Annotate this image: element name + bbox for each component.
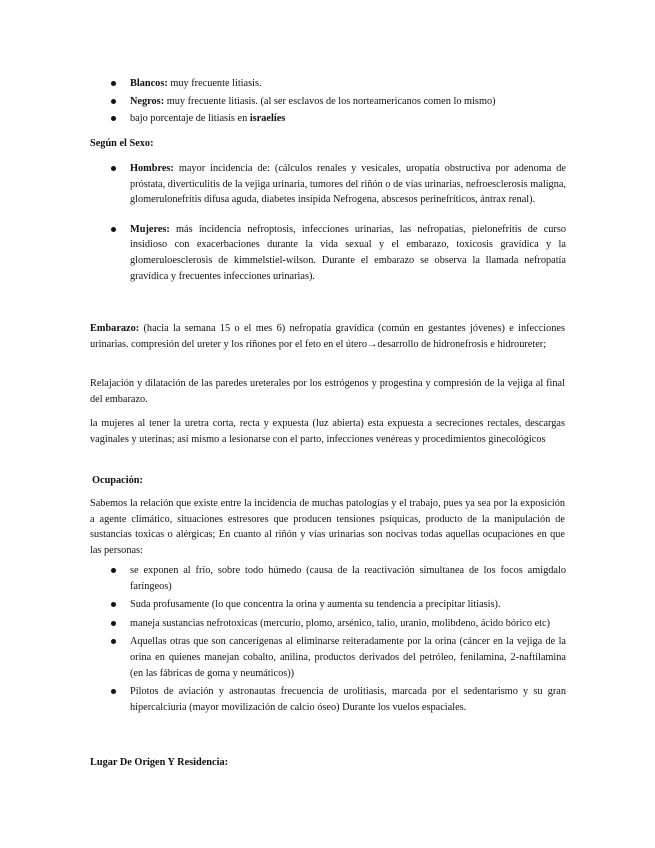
list-item: Aquellas otras que son cancerígenas al eliminarse reiteradamente por la orina (cáncer en la vejiga de la orina en quienes manejan cobalto, anilina, productos derivados del petróleo, fenilamina, 2-naftilamina (en las fábricas de goma y neumáticos)) [111,634,566,681]
bullet-icon [111,116,116,121]
list-item: Hombres: mayor incidencia de: (cálculos renales y vesicales, uropatía obstructiva por adenoma de próstata, diverticulitis de la vejiga urinaria, tumores del riñón o de vías urinarias, nefroesclerosis maligna, glomerulonefritis difusa aguda, diabetes insípida Nefrogena, abscesos perinefríticos, ántrax renal). [111,161,566,208]
bullet-icon [111,689,116,694]
list-item: bajo porcentaje de litiasis en israelíes [111,111,566,127]
occupation-heading: Ocupación: [92,475,143,486]
sex-list [111,161,566,284]
sex-heading: Según el Sexo: [90,138,154,149]
bullet-icon [111,639,116,644]
pregnancy-paragraph: Embarazo: (hacia la semana 15 o el mes 6) nefropatía gravídica (común en gestantes jóvenes) e infecciones urinarias. compresión del ureter y los riñones por el feto en el útero→desarrollo de hidronefrosis e hidroureter; [90,323,565,350]
list-item: maneja sustancias nefrotoxicas (mercurio, plomo, arsénico, talio, uranio, molibdeno, ácido bórico etc) [111,616,566,632]
bullet-icon [111,166,116,171]
bullet-icon [111,81,116,86]
list-item: Suda profusamente (lo que concentra la orina y aumenta su tendencia a precipitar litiasis). [111,597,566,613]
bullet-icon [111,99,116,104]
occupation-intro: Sabemos la relación que existe entre la incidencia de muchas patologías y el trabajo, pues ya sea por la exposición a agente climático, situaciones estresores que producen tensiones psíquicas, producto de la manipulación de sustancias toxicas o alérgicas; En cuanto al riñón y vías urinarias son nocivas todas aquellas ocupaciones en que las personas: [90,498,565,556]
list-item: Negros: muy frecuente litiasis. (al ser esclavos de los norteamericanos comen lo mismo) [111,94,566,110]
list-item: Blancos: muy frecuente litiasis. [111,76,566,92]
bullet-icon [111,621,116,626]
bullet-icon [111,227,116,232]
origin-heading: Lugar De Origen Y Residencia: [90,757,229,768]
list-item: Pilotos de aviación y astronautas frecuencia de urolitiasis, marcada por el sedentarismo y su gran hipercalciuria (mayor movilización de calcio óseo) Durante los vuelos espaciales. [111,684,566,715]
bullet-icon [111,602,116,607]
pregnancy-paragraph-2: Relajación y dilatación de las paredes ureterales por los estrógenos y progestina y compresión de la vejiga al final del embarazo. [90,378,565,405]
list-item: se exponen al frío, sobre todo húmedo (causa de la reactivación simultanea de los focos amigdalo faríngeos) [111,563,566,594]
list-item: Mujeres: más incidencia nefroptosis, infecciones urinarias, las nefropatías, pielonefritis de curso insidioso con exacerbaciones durante la vida sexual y el embarazo, toxicosis gravídica y la glomeruloesclerosis de kimmelstiel-wilson. Durante el embarazo se observa la llamada nefropatía gravídica y frecuentes infecciones urinarias). [111,222,566,284]
race-list [111,76,566,127]
pregnancy-paragraph-3: la mujeres al tener la uretra corta, recta y expuesta (luz abierta) esta expuesta a secreciones rectales, descargas vaginales y uterinas; así mismo a lesionarse con el parto, infecciones venéreas y procedimientos ginecológicos [90,418,565,445]
occupation-list [111,563,566,715]
bullet-icon [111,568,116,573]
